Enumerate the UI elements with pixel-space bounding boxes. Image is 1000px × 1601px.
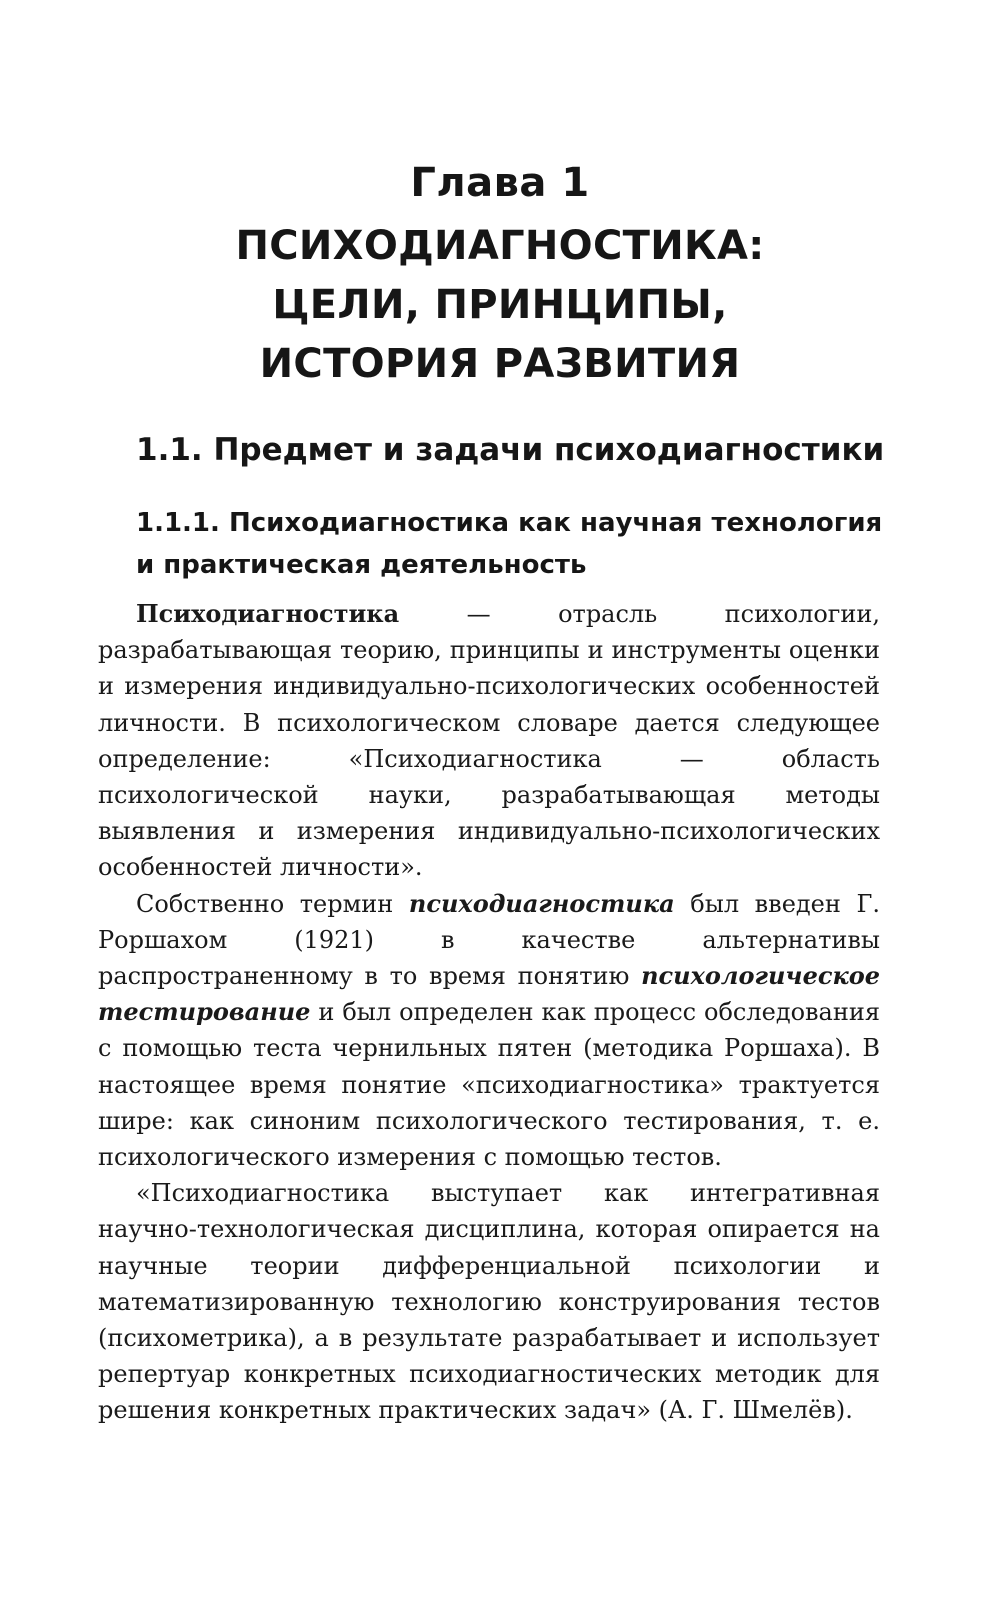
term-psychodiagnostics-italic: психодиагностика xyxy=(408,888,675,918)
subsection-heading-line: и практическая деятельность xyxy=(136,550,587,580)
chapter-title-line: ПСИХОДИАГНОСТИКА: xyxy=(235,223,765,269)
body-text xyxy=(98,596,880,1429)
paragraph-text: — отрасль психологии, разрабатывающая теорию, принципы и инструменты оценки и измерения индивидуально-психологических особенностей личности. В психологическом словаре дается следующее определение: «Психодиагностика — область психологической науки, разрабатывающая методы выявления и измерения индивидуально-психологических особенностей личности». xyxy=(98,600,880,882)
paragraph-text: был введен Г. Роршахом (1921) в качестве альтернативы распространенному в то время понятию xyxy=(98,889,881,991)
chapter-title-line: ИСТОРИЯ РАЗВИТИЯ xyxy=(259,341,741,387)
subsection-heading xyxy=(136,502,916,586)
paragraph-text: Собственно термин xyxy=(136,889,409,918)
chapter-header xyxy=(100,155,900,394)
chapter-label: Глава 1 xyxy=(410,160,590,206)
section-heading: 1.1. Предмет и задачи психодиагностики xyxy=(136,432,885,468)
paragraph-text: «Психодиагностика выступает как интегративная научно-технологическая дисциплина, которая опирается на научные теории дифференциальной психологии и математизированную технологию конструирования тестов (психометрика), а в результате разрабатывает и использует репертуар конкретных психодиагностических методик для решения конкретных практических задач» (А. Г. Шмелёв). xyxy=(98,1179,880,1425)
paragraph-quote xyxy=(98,1175,880,1428)
subsection-heading-line: 1.1.1. Психодиагностика как научная технология xyxy=(136,508,883,538)
term-psychodiagnostics: Психодиагностика xyxy=(136,599,400,628)
paragraph-history xyxy=(98,886,880,1176)
term-psychological-testing: психологическое тестирование xyxy=(98,961,880,1027)
paragraph-definition xyxy=(98,596,880,886)
chapter-title xyxy=(100,217,900,394)
chapter-title-line: ЦЕЛИ, ПРИНЦИПЫ, xyxy=(272,282,728,328)
paragraph-text: и был определен как процесс обследования с помощью теста чернильных пятен (методика Роршаха). В настоящее время понятие «психодиагностика» трактуется шире: как синоним психологического тестирования, т. е. психологического измерения с помощью тестов. xyxy=(98,998,880,1172)
